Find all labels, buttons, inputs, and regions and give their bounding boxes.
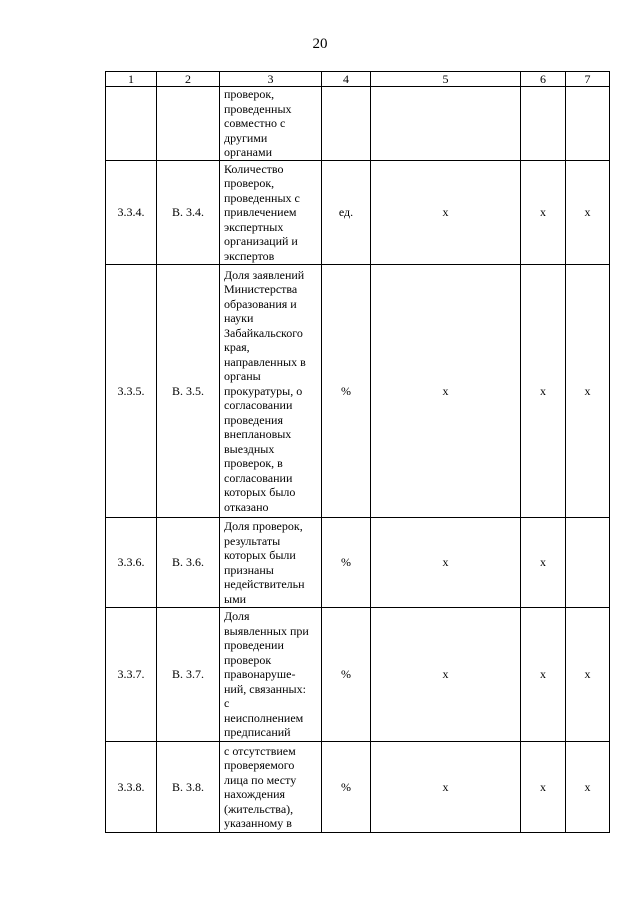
name-line: образования и [224,296,297,311]
row-col6-cell: х [521,161,566,265]
row-col7-cell [566,87,610,161]
row-col7-cell: х [566,161,610,265]
name-line: направленных в [224,354,306,369]
row-code-cell: 3.3.5. [106,265,157,518]
name-line: Доля проверок, [224,519,303,533]
row-col7-cell [566,518,610,608]
table-row [106,265,610,518]
row-col5-cell: х [371,518,521,608]
name-line: экспертов [224,248,275,263]
table-row [106,518,610,608]
row-col7-cell: х [566,265,610,518]
row-col7-cell: х [566,742,610,833]
name-line: выявленных при [224,623,309,638]
row-col5-cell: х [371,742,521,833]
name-line: другими [224,130,268,145]
name-line: с [224,696,230,711]
row-unit-cell: % [322,608,371,742]
table-row [106,742,610,833]
name-line: проверок, [224,176,275,191]
table-row [106,608,610,742]
name-line: науки [224,311,254,326]
row-indicator-cell: В. 3.4. [157,161,220,265]
row-col6-cell: х [521,518,566,608]
name-line: выездных [224,441,275,456]
name-line: нахождения [224,787,286,801]
name-line: Доля заявлений [224,267,305,282]
row-name-cell [220,742,322,833]
row-col6-cell: х [521,742,566,833]
row-name-cell [220,608,322,742]
name-line: организаций и [224,234,298,249]
name-line: привлечением [224,205,297,220]
name-line: проведенных с [224,190,300,205]
name-line: Доля [224,609,250,624]
header-cell-7: 7 [566,72,610,87]
header-cell-5: 5 [371,72,521,87]
row-indicator-cell: В. 3.8. [157,742,220,833]
name-line: проверяемого [224,758,295,772]
row-unit-cell: % [322,518,371,608]
row-name-cell [220,161,322,265]
table-row [106,161,610,265]
name-line: экспертных [224,219,284,234]
row-col6-cell [521,87,566,161]
name-line: края, [224,340,250,355]
name-line: указанному в [224,816,292,830]
name-line: лица по месту [224,772,297,787]
name-line: неисполнением [224,710,304,725]
header-cell-2: 2 [157,72,220,87]
name-line: проведения [224,412,283,427]
name-line: органы [224,369,261,384]
name-line: недействительн [224,577,305,591]
row-unit-cell: % [322,265,371,518]
row-col5-cell: х [371,265,521,518]
name-line: которых были [224,548,296,562]
header-cell-1: 1 [106,72,157,87]
name-line: предписаний [224,725,291,740]
name-line: которых было [224,485,296,500]
row-code-cell: 3.3.4. [106,161,157,265]
row-code-cell: 3.3.6. [106,518,157,608]
row-unit-cell: % [322,742,371,833]
name-line: проведении [224,638,284,653]
row-col5-cell: х [371,161,521,265]
row-code-cell: 3.3.8. [106,742,157,833]
row-name-cell [220,87,322,161]
name-line: внеплановых [224,427,292,442]
row-indicator-cell: В. 3.5. [157,265,220,518]
name-line: правонаруше- [224,667,296,682]
name-line: проверок, [224,87,275,102]
name-line: ний, связанных: [224,681,306,696]
name-line: признаны [224,562,274,577]
name-line: отказано [224,499,269,514]
name-line: (жительства), [224,801,294,816]
name-line: с отсутствием [224,743,296,758]
header-cell-3: 3 [220,72,322,87]
row-col7-cell: х [566,608,610,742]
row-code-cell: 3.3.7. [106,608,157,742]
name-line: Министерства [224,282,298,297]
row-indicator-cell: В. 3.6. [157,518,220,608]
row-col6-cell: х [521,608,566,742]
page-number: 20 [312,36,328,52]
report-table [105,71,610,833]
row-indicator-cell: В. 3.7. [157,608,220,742]
row-name-cell [220,518,322,608]
header-row [106,72,610,87]
name-line: ыми [224,591,247,606]
name-line: совместно с [224,116,286,131]
name-line: результаты [224,533,281,548]
name-line: прокуратуры, о [224,383,303,398]
table-row [106,87,610,161]
row-code-cell [106,87,157,161]
name-line: проведенных [224,101,292,116]
row-unit-cell [322,87,371,161]
name-line: Забайкальского [224,325,303,340]
row-col5-cell [371,87,521,161]
name-line: проверок [224,652,272,667]
header-cell-6: 6 [521,72,566,87]
row-unit-cell: ед. [322,161,371,265]
row-col6-cell: х [521,265,566,518]
name-line: органами [224,145,273,160]
row-col5-cell: х [371,608,521,742]
row-name-cell [220,265,322,518]
name-line: Количество [224,161,284,176]
header-cell-4: 4 [322,72,371,87]
name-line: согласовании [224,470,293,485]
name-line: согласовании [224,398,293,413]
row-indicator-cell [157,87,220,161]
name-line: проверок, в [224,456,283,471]
